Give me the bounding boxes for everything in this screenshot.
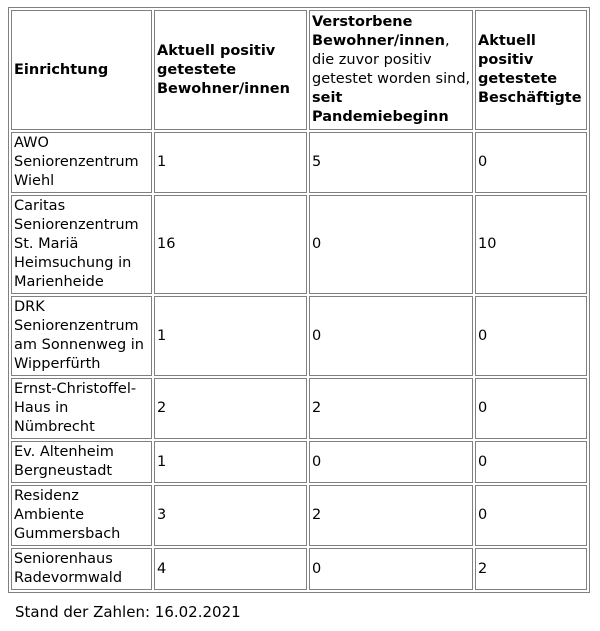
nursing-home-table (8, 7, 590, 593)
facility-cell: Seniorenhaus Radevormwald (11, 548, 152, 590)
table-row (11, 548, 587, 590)
deceased-residents-cell: 0 (309, 441, 473, 483)
positive-staff-cell: 0 (475, 485, 587, 546)
header-positive-residents: Aktuell positiv getestete Bewohner/innen (154, 10, 307, 130)
positive-staff-cell: 0 (475, 378, 587, 439)
positive-residents-cell: 1 (154, 441, 307, 483)
positive-residents-cell: 2 (154, 378, 307, 439)
positive-staff-cell: 2 (475, 548, 587, 590)
data-date-note: Stand der Zahlen: 16.02.2021 (15, 603, 241, 621)
deceased-residents-cell: 0 (309, 548, 473, 590)
deceased-residents-cell: 2 (309, 378, 473, 439)
table-row (11, 441, 587, 483)
header-deceased-residents (309, 10, 473, 130)
header-deceased-normal: , die zuvor positiv getestet worden sind, (312, 33, 471, 87)
facility-cell: Residenz Ambiente Gummersbach (11, 485, 152, 546)
deceased-residents-cell: 0 (309, 195, 473, 294)
table-row (11, 485, 587, 546)
deceased-residents-cell: 5 (309, 132, 473, 193)
header-facility: Einrichtung (11, 10, 152, 130)
data-table-container (8, 7, 590, 593)
header-deceased-bold-a: Verstorbene Bewohner/innen (312, 14, 445, 49)
positive-residents-cell: 1 (154, 132, 307, 193)
deceased-residents-cell: 0 (309, 296, 473, 376)
facility-cell: AWO Seniorenzentrum Wiehl (11, 132, 152, 193)
header-positive-staff: Aktuell positiv getestete Beschäftigte (475, 10, 587, 130)
facility-cell: Ev. Altenheim Bergneustadt (11, 441, 152, 483)
facility-cell: DRK Seniorenzentrum am Sonnenweg in Wipperfürth (11, 296, 152, 376)
positive-staff-cell: 0 (475, 441, 587, 483)
table-row (11, 296, 587, 376)
table-row (11, 132, 587, 193)
header-row (11, 10, 587, 130)
table-row (11, 195, 587, 294)
positive-staff-cell: 10 (475, 195, 587, 294)
positive-residents-cell: 4 (154, 548, 307, 590)
table-body (11, 132, 587, 590)
positive-residents-cell: 16 (154, 195, 307, 294)
header-deceased-bold-b: seit Pandemiebeginn (312, 90, 449, 125)
positive-residents-cell: 1 (154, 296, 307, 376)
positive-staff-cell: 0 (475, 132, 587, 193)
facility-cell: Caritas Seniorenzentrum St. Mariä Heimsuchung in Marienheide (11, 195, 152, 294)
positive-residents-cell: 3 (154, 485, 307, 546)
positive-staff-cell: 0 (475, 296, 587, 376)
facility-cell: Ernst-Christoffel-Haus in Nümbrecht (11, 378, 152, 439)
deceased-residents-cell: 2 (309, 485, 473, 546)
table-row (11, 378, 587, 439)
